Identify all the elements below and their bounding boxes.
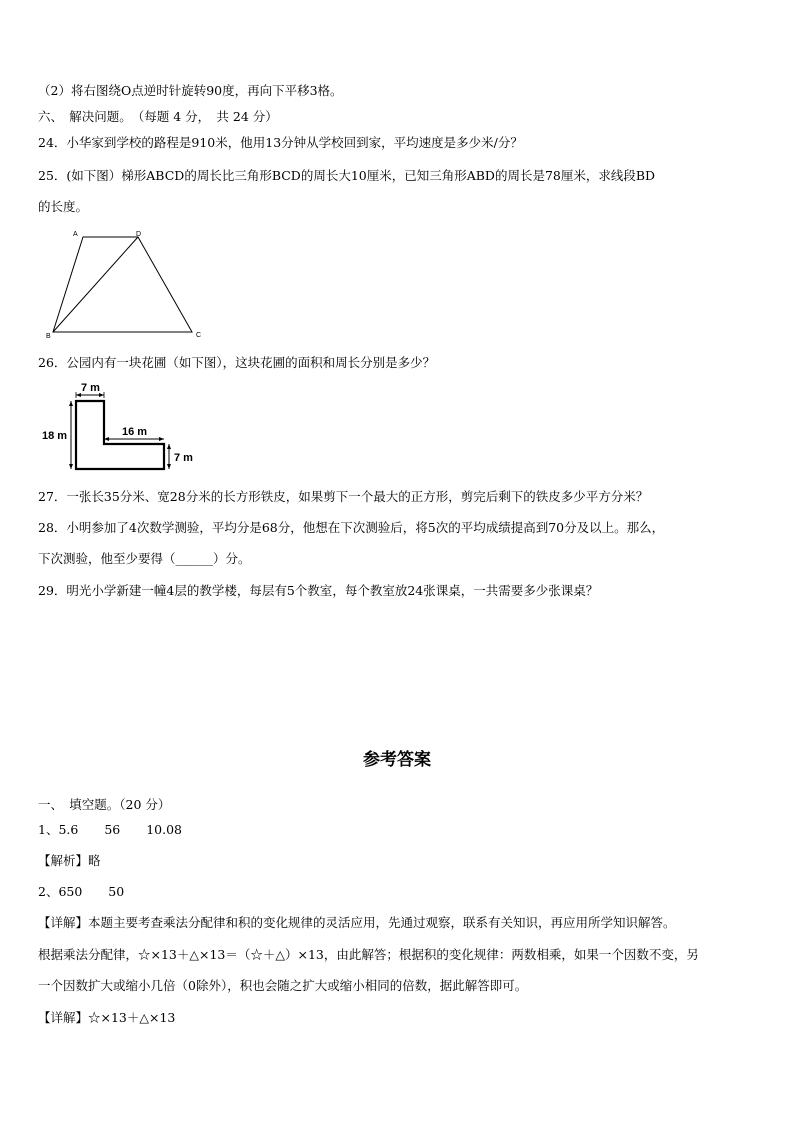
garden-figure [36, 378, 206, 482]
vertex-b-label: B [46, 333, 51, 340]
answer-1 [38, 822, 182, 838]
q23-part2: （2）将右图绕O点逆时针旋转90度，再向下平移3格。 [38, 83, 343, 98]
question-25-line1: 25．(如下图）梯形ABCD的周长比三角形BCD的周长大10厘米，已知三角形ABD的周长是78厘米，求线段BD [38, 168, 656, 183]
answer-2-value-2: 50 [108, 884, 125, 899]
right-height-label: 7 m [174, 452, 193, 464]
garden-outline [76, 401, 164, 469]
vertex-c-label: C [196, 332, 202, 339]
trapezoid-figure [40, 224, 210, 346]
question-28-line2: 下次测验，他至少要得（______）分。 [38, 551, 251, 566]
vertex-d-label: D [136, 231, 142, 238]
diagonal-bd [53, 237, 138, 332]
question-29: 29．明光小学新建一幢4层的教学楼，每层有5个教室，每个教室放24张课桌，一共需要多少张课桌？ [38, 583, 599, 598]
answer-2-detail-2: 根据乘法分配律，☆×13＋△×13＝（☆＋△）×13，由此解答；根据积的变化规律：两数相乘，如果一个因数不变，另 [38, 947, 699, 962]
answer-2-value-1: 2、650 [38, 884, 83, 899]
answer-2-detail-3: 一个因数扩大或缩小几倍（0除外），积也会随之扩大或缩小相同的倍数，据此解答即可。 [38, 978, 528, 993]
answers-section-1: 一、 填空题。（20 分） [38, 797, 171, 812]
answer-key-title: 参考答案 [363, 750, 431, 770]
question-25-line2: 的长度。 [38, 199, 89, 214]
question-27: 27．一张长35分米、宽28分米的长方形铁皮，如果剪下一个最大的正方形，剪完后剩下的铁皮多少平方分米？ [38, 489, 649, 504]
question-24: 24．小华家到学校的路程是910米，他用13分钟从学校回到家，平均速度是多少米/分？ [38, 135, 523, 150]
answer-2 [38, 884, 124, 900]
top-width-label: 7 m [81, 382, 100, 394]
answer-1-analysis: 【解析】略 [38, 853, 101, 868]
answer-2-detail-1: 【详解】本题主要考查乘法分配律和积的变化规律的灵活应用，先通过观察，联系有关知识，再应用所学知识解答。 [38, 915, 676, 930]
vertex-a-label: A [73, 231, 78, 238]
inner-width-label: 16 m [122, 426, 148, 438]
height-label: 18 m [42, 430, 68, 442]
question-26: 26．公园内有一块花圃（如下图），这块花圃的面积和周长分别是多少？ [38, 355, 436, 370]
question-28-line1: 28．小明参加了4次数学测验，平均分是68分，他想在下次测验后，将5次的平均成绩提高到70分及以上。那么， [38, 520, 665, 535]
trapezoid-outline [53, 237, 192, 332]
answer-2-detail-4: 【详解】☆×13＋△×13 [38, 1010, 176, 1025]
section-6-heading: 六、 解决问题。 （每题 4 分， 共 24 分） [38, 109, 278, 124]
answer-1-value-3: 10.08 [146, 822, 183, 837]
answer-1-value-1: 1、5.6 [38, 822, 79, 837]
answer-1-value-2: 56 [104, 822, 121, 837]
